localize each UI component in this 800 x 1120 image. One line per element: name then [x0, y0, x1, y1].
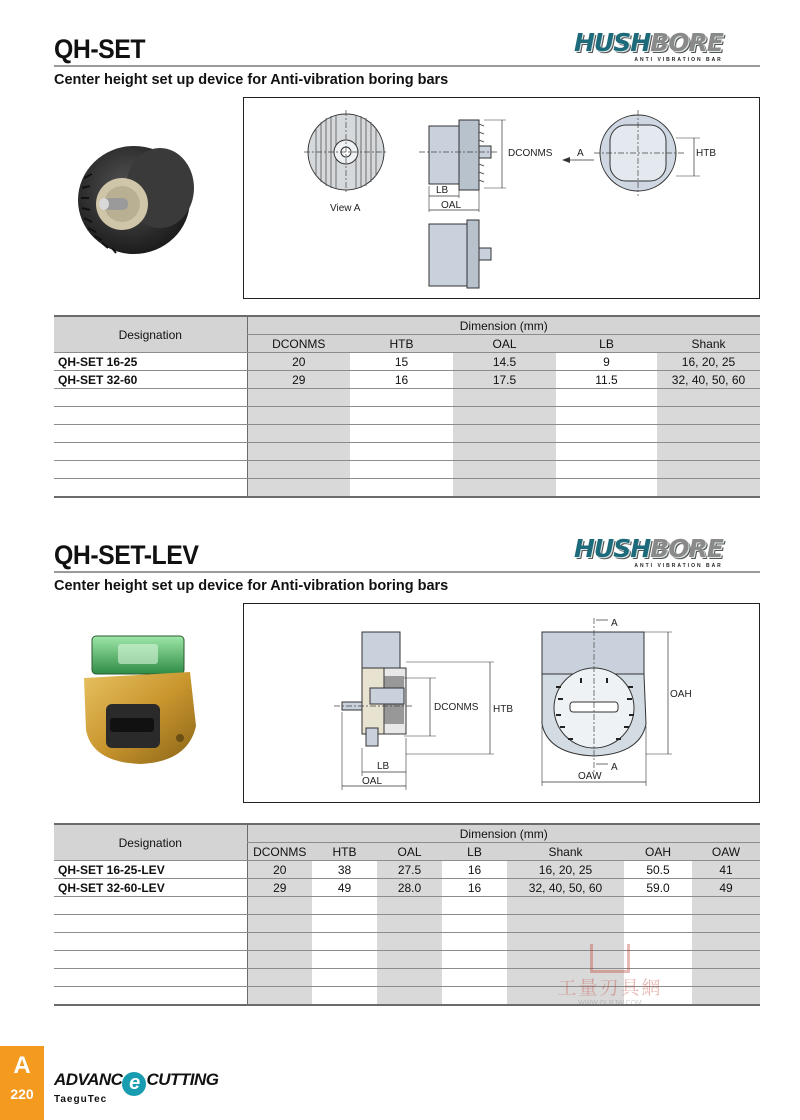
label-oah: OAH — [670, 689, 692, 700]
cell: 32, 40, 50, 60 — [507, 879, 624, 897]
watermark-logo-icon — [590, 944, 630, 973]
cell: 16 — [442, 879, 507, 897]
empty-row — [54, 897, 760, 915]
cell: 29 — [247, 879, 312, 897]
label-oal: OAL — [441, 200, 462, 211]
qh-set-lev-technical-drawing — [244, 604, 759, 802]
label-oaw: OAW — [578, 771, 602, 782]
empty-row — [54, 461, 760, 479]
brand-e-icon: e — [122, 1072, 146, 1096]
cell: 41 — [692, 861, 760, 879]
page-tab — [0, 1046, 44, 1120]
table-row — [54, 371, 760, 389]
label-a-bottom: A — [611, 762, 618, 773]
cell: 38 — [312, 861, 377, 879]
cell: 20 — [247, 353, 350, 371]
hushbore-logo — [574, 28, 723, 63]
logo-tagline: ANTI VIBRATION BAR — [634, 57, 723, 63]
col-header: LB — [556, 335, 657, 353]
qh-set-technical-drawing — [244, 98, 759, 298]
label-a-top: A — [611, 618, 618, 629]
row-designation: QH-SET 32-60 — [54, 371, 247, 389]
brand-end: CUTTING — [146, 1070, 219, 1089]
col-header: Shank — [507, 843, 624, 861]
cell: 32, 40, 50, 60 — [657, 371, 760, 389]
cell: 15 — [350, 353, 453, 371]
logo-part1: HUSH — [574, 28, 651, 57]
company-name: TaeguTec — [54, 1094, 108, 1105]
empty-row — [54, 425, 760, 443]
qh-set-lev-diagram-frame — [243, 603, 760, 803]
label-view-a: View A — [330, 203, 361, 214]
cell: 50.5 — [624, 861, 692, 879]
qh-set-spec-table — [54, 315, 760, 498]
table-row — [54, 879, 760, 897]
cell: 16, 20, 25 — [657, 353, 760, 371]
watermark-url: WWW.GLRJW.COM — [578, 1000, 642, 1007]
table-row — [54, 861, 760, 879]
table-row — [54, 353, 760, 371]
col-header: OAW — [692, 843, 760, 861]
col-header: Shank — [657, 335, 760, 353]
col-header: HTB — [312, 843, 377, 861]
section-title-qh-set-lev: QH-SET-LEV — [54, 540, 199, 570]
watermark — [540, 944, 680, 1007]
label-htb: HTB — [493, 704, 513, 715]
logo-part1: HUSH — [574, 534, 651, 563]
cell: 49 — [312, 879, 377, 897]
label-oal: OAL — [362, 776, 383, 787]
empty-row — [54, 443, 760, 461]
row-designation: QH-SET 16-25-LEV — [54, 861, 247, 879]
empty-row — [54, 479, 760, 498]
label-lb: LB — [436, 185, 449, 196]
title-rule — [54, 65, 760, 67]
cell: 20 — [247, 861, 312, 879]
dimension-header: Dimension (mm) — [247, 316, 760, 335]
cell: 29 — [247, 371, 350, 389]
logo-part2: BORE — [650, 534, 723, 563]
cell: 27.5 — [377, 861, 442, 879]
col-header: OAH — [624, 843, 692, 861]
empty-row — [54, 389, 760, 407]
cell: 17.5 — [453, 371, 556, 389]
label-htb: HTB — [696, 148, 716, 159]
cell: 59.0 — [624, 879, 692, 897]
logo-tagline: ANTI VIBRATION BAR — [634, 563, 723, 569]
col-header: DCONMS — [247, 843, 312, 861]
label-dconms: DCONMS — [434, 702, 479, 713]
col-header: HTB — [350, 335, 453, 353]
brand-start: ADVANC — [54, 1070, 123, 1089]
col-header: OAL — [377, 843, 442, 861]
cell: 16 — [350, 371, 453, 389]
col-header: OAL — [453, 335, 556, 353]
col-header: LB — [442, 843, 507, 861]
designation-header: Designation — [54, 824, 247, 861]
section-letter: A — [13, 1052, 31, 1079]
cell: 14.5 — [453, 353, 556, 371]
row-designation: QH-SET 32-60-LEV — [54, 879, 247, 897]
designation-header: Designation — [54, 316, 247, 353]
cell: 16 — [442, 861, 507, 879]
cell: 9 — [556, 353, 657, 371]
dimension-header: Dimension (mm) — [247, 824, 760, 843]
section-subtitle: Center height set up device for Anti-vibration boring bars — [54, 578, 449, 594]
section-title-qh-set: QH-SET — [54, 34, 146, 64]
label-lb: LB — [377, 761, 390, 772]
section-subtitle: Center height set up device for Anti-vibration boring bars — [54, 72, 449, 88]
empty-row — [54, 407, 760, 425]
col-header: DCONMS — [247, 335, 350, 353]
cell: 11.5 — [556, 371, 657, 389]
qh-set-photo — [72, 128, 204, 260]
cell: 28.0 — [377, 879, 442, 897]
row-designation: QH-SET 16-25 — [54, 353, 247, 371]
watermark-text: 工量刃具網 — [557, 977, 663, 999]
advance-cutting-logo — [54, 1070, 219, 1105]
cell: 49 — [692, 879, 760, 897]
empty-row — [54, 915, 760, 933]
qh-set-diagram-frame — [243, 97, 760, 299]
cell: 16, 20, 25 — [507, 861, 624, 879]
label-a: A — [577, 148, 584, 159]
title-rule — [54, 571, 760, 573]
logo-part2: BORE — [650, 28, 723, 57]
label-dconms: DCONMS — [508, 148, 553, 159]
qh-set-lev-photo — [78, 630, 202, 770]
page-number: 220 — [10, 1086, 34, 1102]
hushbore-logo — [574, 534, 723, 569]
